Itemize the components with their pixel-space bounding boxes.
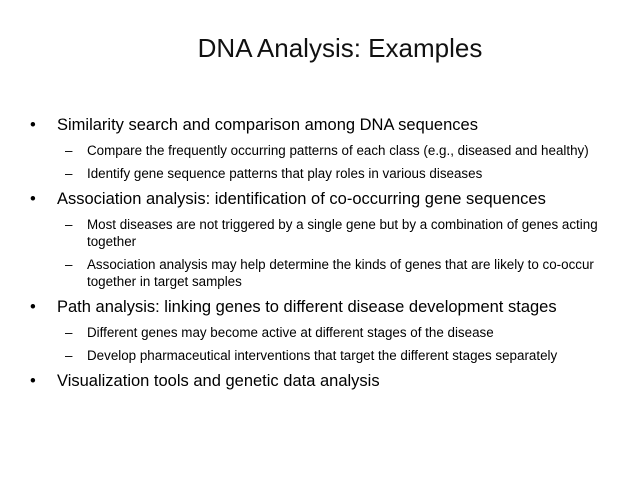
bullet-item: • Association analysis: identification of co-occurring gene sequences (30, 188, 620, 210)
sub-bullet-item: – Compare the frequently occurring patterns of each class (e.g., diseased and healthy) (30, 142, 620, 159)
bullet-list (30, 114, 620, 398)
sub-bullet-item: – Develop pharmaceutical interventions that target the different stages separately (30, 347, 620, 364)
sub-bullet-item: – Identify gene sequence patterns that play roles in various diseases (30, 165, 620, 182)
bullet-item: • Path analysis: linking genes to different disease development stages (30, 296, 620, 318)
bullet-item: • Visualization tools and genetic data analysis (30, 370, 620, 392)
sub-bullet-item: – Different genes may become active at different stages of the disease (30, 324, 620, 341)
slide-title: DNA Analysis: Examples (197, 33, 483, 63)
sub-bullet-item: – Association analysis may help determine the kinds of genes that are likely to co-occur together in target samples (30, 256, 620, 290)
bullet-item: • Similarity search and comparison among DNA sequences (30, 114, 620, 136)
sub-bullet-item: – Most diseases are not triggered by a single gene but by a combination of genes acting together (30, 216, 620, 250)
